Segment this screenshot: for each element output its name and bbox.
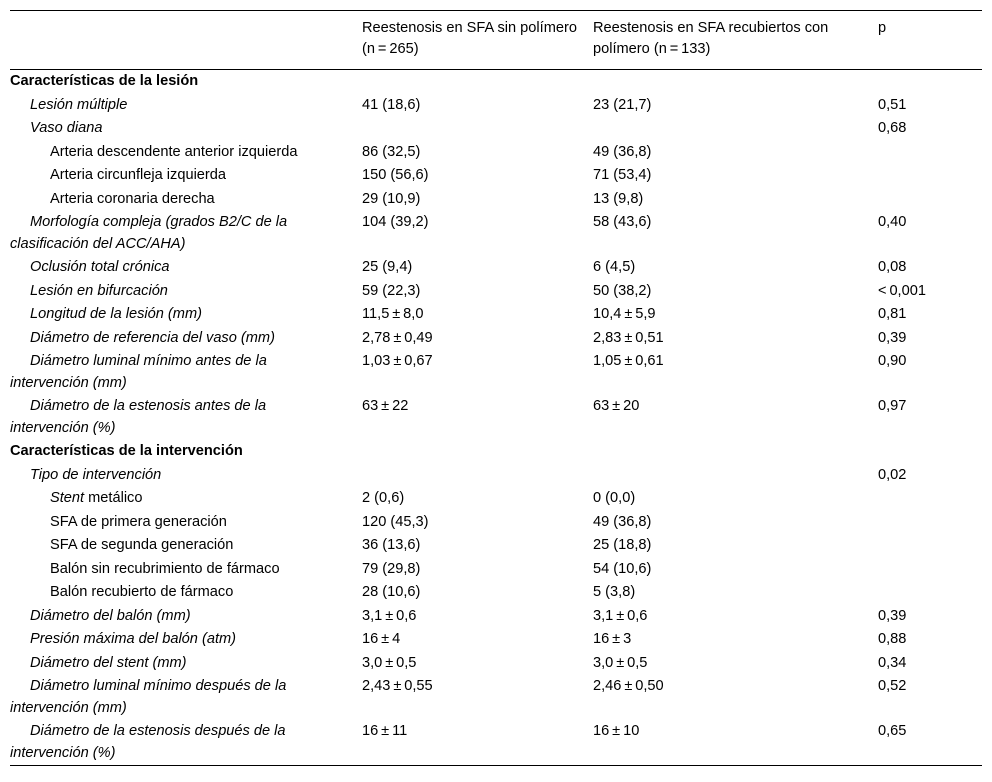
cell-p [866, 164, 982, 188]
data-table [10, 10, 982, 766]
section-label: Características de la intervención [10, 443, 243, 459]
table-row [10, 675, 982, 720]
cell-p [866, 534, 982, 558]
row-label: Vaso diana [30, 120, 103, 136]
cell-a: 79 (29,8) [362, 560, 421, 577]
cell-b: 3,1 ± 0,6 [593, 607, 648, 624]
row-label: Tipo de intervención [30, 466, 162, 483]
stent-rest: metálico [84, 490, 143, 506]
cell-p: 0,90 [878, 353, 907, 369]
table-container [10, 10, 982, 766]
header-empty [10, 11, 350, 70]
table-body [10, 70, 982, 766]
row-label [10, 487, 350, 511]
cell-a [350, 117, 581, 141]
cell-a: 2,78 ± 0,49 [362, 329, 433, 346]
cell-p: 0,65 [878, 723, 907, 739]
row-label: Diámetro luminal mínimo después de la intervención (mm) [10, 678, 287, 716]
cell-b: 5 (3,8) [593, 584, 636, 600]
cell-p: 0,51 [878, 96, 907, 113]
cell-a: 3,0 ± 0,5 [362, 654, 417, 671]
cell-p: 0,08 [878, 259, 907, 275]
cell-b [581, 70, 866, 94]
cell-a: 28 (10,6) [362, 584, 421, 600]
table-row [10, 188, 982, 212]
row-label: Morfología compleja (grados B2/C de la clasificación del ACC/AHA) [10, 214, 288, 252]
section-row [10, 70, 982, 94]
table-row [10, 511, 982, 535]
row-label: Lesión múltiple [30, 96, 128, 113]
cell-a: 2 (0,6) [362, 490, 405, 506]
cell-p: < 0,001 [878, 282, 926, 299]
table-header [10, 11, 982, 70]
cell-p [866, 141, 982, 165]
table-row [10, 256, 982, 280]
cell-p: 0,34 [878, 654, 907, 671]
cell-b: 49 (36,8) [593, 513, 652, 530]
section-row [10, 440, 982, 464]
row-label: SFA de primera generación [50, 513, 227, 530]
cell-a: 150 (56,6) [362, 167, 429, 183]
table-row [10, 652, 982, 676]
cell-b: 54 (10,6) [593, 560, 652, 577]
cell-p [866, 487, 982, 511]
cell-p [866, 558, 982, 582]
cell-b: 23 (21,7) [593, 96, 652, 113]
header-con-polimero: Reestenosis en SFA recubiertos con polímero (n = 133) [593, 20, 829, 57]
cell-b: 16 ± 10 [593, 723, 640, 739]
row-label: Diámetro del stent (mm) [30, 654, 187, 671]
cell-a: 16 ± 11 [362, 723, 408, 739]
table-row [10, 720, 982, 766]
table-row [10, 605, 982, 629]
table-row [10, 117, 982, 141]
cell-a: 1,03 ± 0,67 [362, 353, 433, 369]
cell-a: 36 (13,6) [362, 537, 421, 553]
row-label: Diámetro luminal mínimo antes de la intervención (mm) [10, 353, 267, 391]
cell-b: 63 ± 20 [593, 398, 640, 414]
cell-b: 58 (43,6) [593, 214, 652, 230]
section-label: Características de la lesión [10, 73, 199, 89]
cell-p: 0,39 [878, 329, 907, 346]
cell-p [866, 581, 982, 605]
cell-p: 0,39 [878, 607, 907, 624]
table-row [10, 395, 982, 440]
cell-p [866, 70, 982, 94]
cell-a: 86 (32,5) [362, 143, 421, 160]
cell-b: 1,05 ± 0,61 [593, 353, 664, 369]
row-label: Diámetro del balón (mm) [30, 607, 191, 624]
cell-b: 3,0 ± 0,5 [593, 654, 648, 671]
cell-b: 10,4 ± 5,9 [593, 306, 656, 322]
row-label: Arteria circunfleja izquierda [50, 167, 227, 183]
cell-b: 16 ± 3 [593, 631, 632, 647]
row-label: Longitud de la lesión (mm) [30, 306, 202, 322]
row-label: Arteria descendente anterior izquierda [50, 143, 298, 160]
row-label: Lesión en bifurcación [30, 282, 168, 299]
cell-p: 0,02 [878, 466, 907, 483]
cell-p: 0,52 [878, 678, 907, 694]
table-row [10, 464, 982, 488]
table-row [10, 303, 982, 327]
cell-b [581, 117, 866, 141]
table-row [10, 534, 982, 558]
cell-b: 49 (36,8) [593, 143, 652, 160]
cell-p: 0,68 [878, 120, 907, 136]
cell-b: 25 (18,8) [593, 537, 652, 553]
table-row [10, 581, 982, 605]
cell-p [866, 511, 982, 535]
cell-a [350, 440, 581, 464]
cell-a: 120 (45,3) [362, 513, 429, 530]
cell-a: 11,5 ± 8,0 [362, 306, 424, 322]
table-row [10, 280, 982, 304]
header-sin-polimero: Reestenosis en SFA sin polímero (n = 265) [362, 20, 577, 57]
cell-a: 16 ± 4 [362, 631, 401, 647]
row-label: Arteria coronaria derecha [50, 190, 215, 207]
cell-b [581, 440, 866, 464]
row-label: Presión máxima del balón (atm) [30, 631, 237, 647]
cell-p [866, 440, 982, 464]
cell-a: 63 ± 22 [362, 398, 409, 414]
cell-b: 2,46 ± 0,50 [593, 678, 664, 694]
cell-a: 29 (10,9) [362, 190, 421, 207]
table-row [10, 350, 982, 395]
header-p: p [878, 20, 887, 36]
cell-b: 50 (38,2) [593, 282, 652, 299]
cell-p: 0,97 [878, 398, 907, 414]
cell-p: 0,81 [878, 306, 907, 322]
cell-a: 104 (39,2) [362, 214, 429, 230]
table-row [10, 628, 982, 652]
cell-a: 59 (22,3) [362, 282, 421, 299]
row-label: Balón recubierto de fármaco [50, 584, 234, 600]
cell-p: 0,40 [878, 214, 907, 230]
row-label: Balón sin recubrimiento de fármaco [50, 560, 280, 577]
cell-b: 71 (53,4) [593, 167, 652, 183]
cell-a: 3,1 ± 0,6 [362, 607, 417, 624]
table-row [10, 487, 982, 511]
header-row [10, 11, 982, 70]
cell-a [350, 70, 581, 94]
cell-b [581, 464, 866, 488]
cell-b: 13 (9,8) [593, 190, 644, 207]
cell-a: 2,43 ± 0,55 [362, 678, 433, 694]
cell-p: 0,88 [878, 631, 907, 647]
table-row [10, 164, 982, 188]
row-label: Oclusión total crónica [30, 259, 170, 275]
cell-b: 0 (0,0) [593, 490, 636, 506]
stent-italic: Stent [50, 490, 85, 506]
cell-b: 6 (4,5) [593, 259, 636, 275]
cell-p [866, 188, 982, 212]
cell-a: 25 (9,4) [362, 259, 413, 275]
row-label: Diámetro de referencia del vaso (mm) [30, 329, 275, 346]
table-row [10, 327, 982, 351]
table-row [10, 211, 982, 256]
row-label: SFA de segunda generación [50, 537, 234, 553]
row-label: Diámetro de la estenosis después de la intervención (%) [10, 723, 286, 761]
cell-a: 41 (18,6) [362, 96, 421, 113]
table-row [10, 141, 982, 165]
row-label: Diámetro de la estenosis antes de la intervención (%) [10, 398, 267, 436]
cell-a [350, 464, 581, 488]
cell-b: 2,83 ± 0,51 [593, 329, 664, 346]
table-row [10, 94, 982, 118]
table-row [10, 558, 982, 582]
